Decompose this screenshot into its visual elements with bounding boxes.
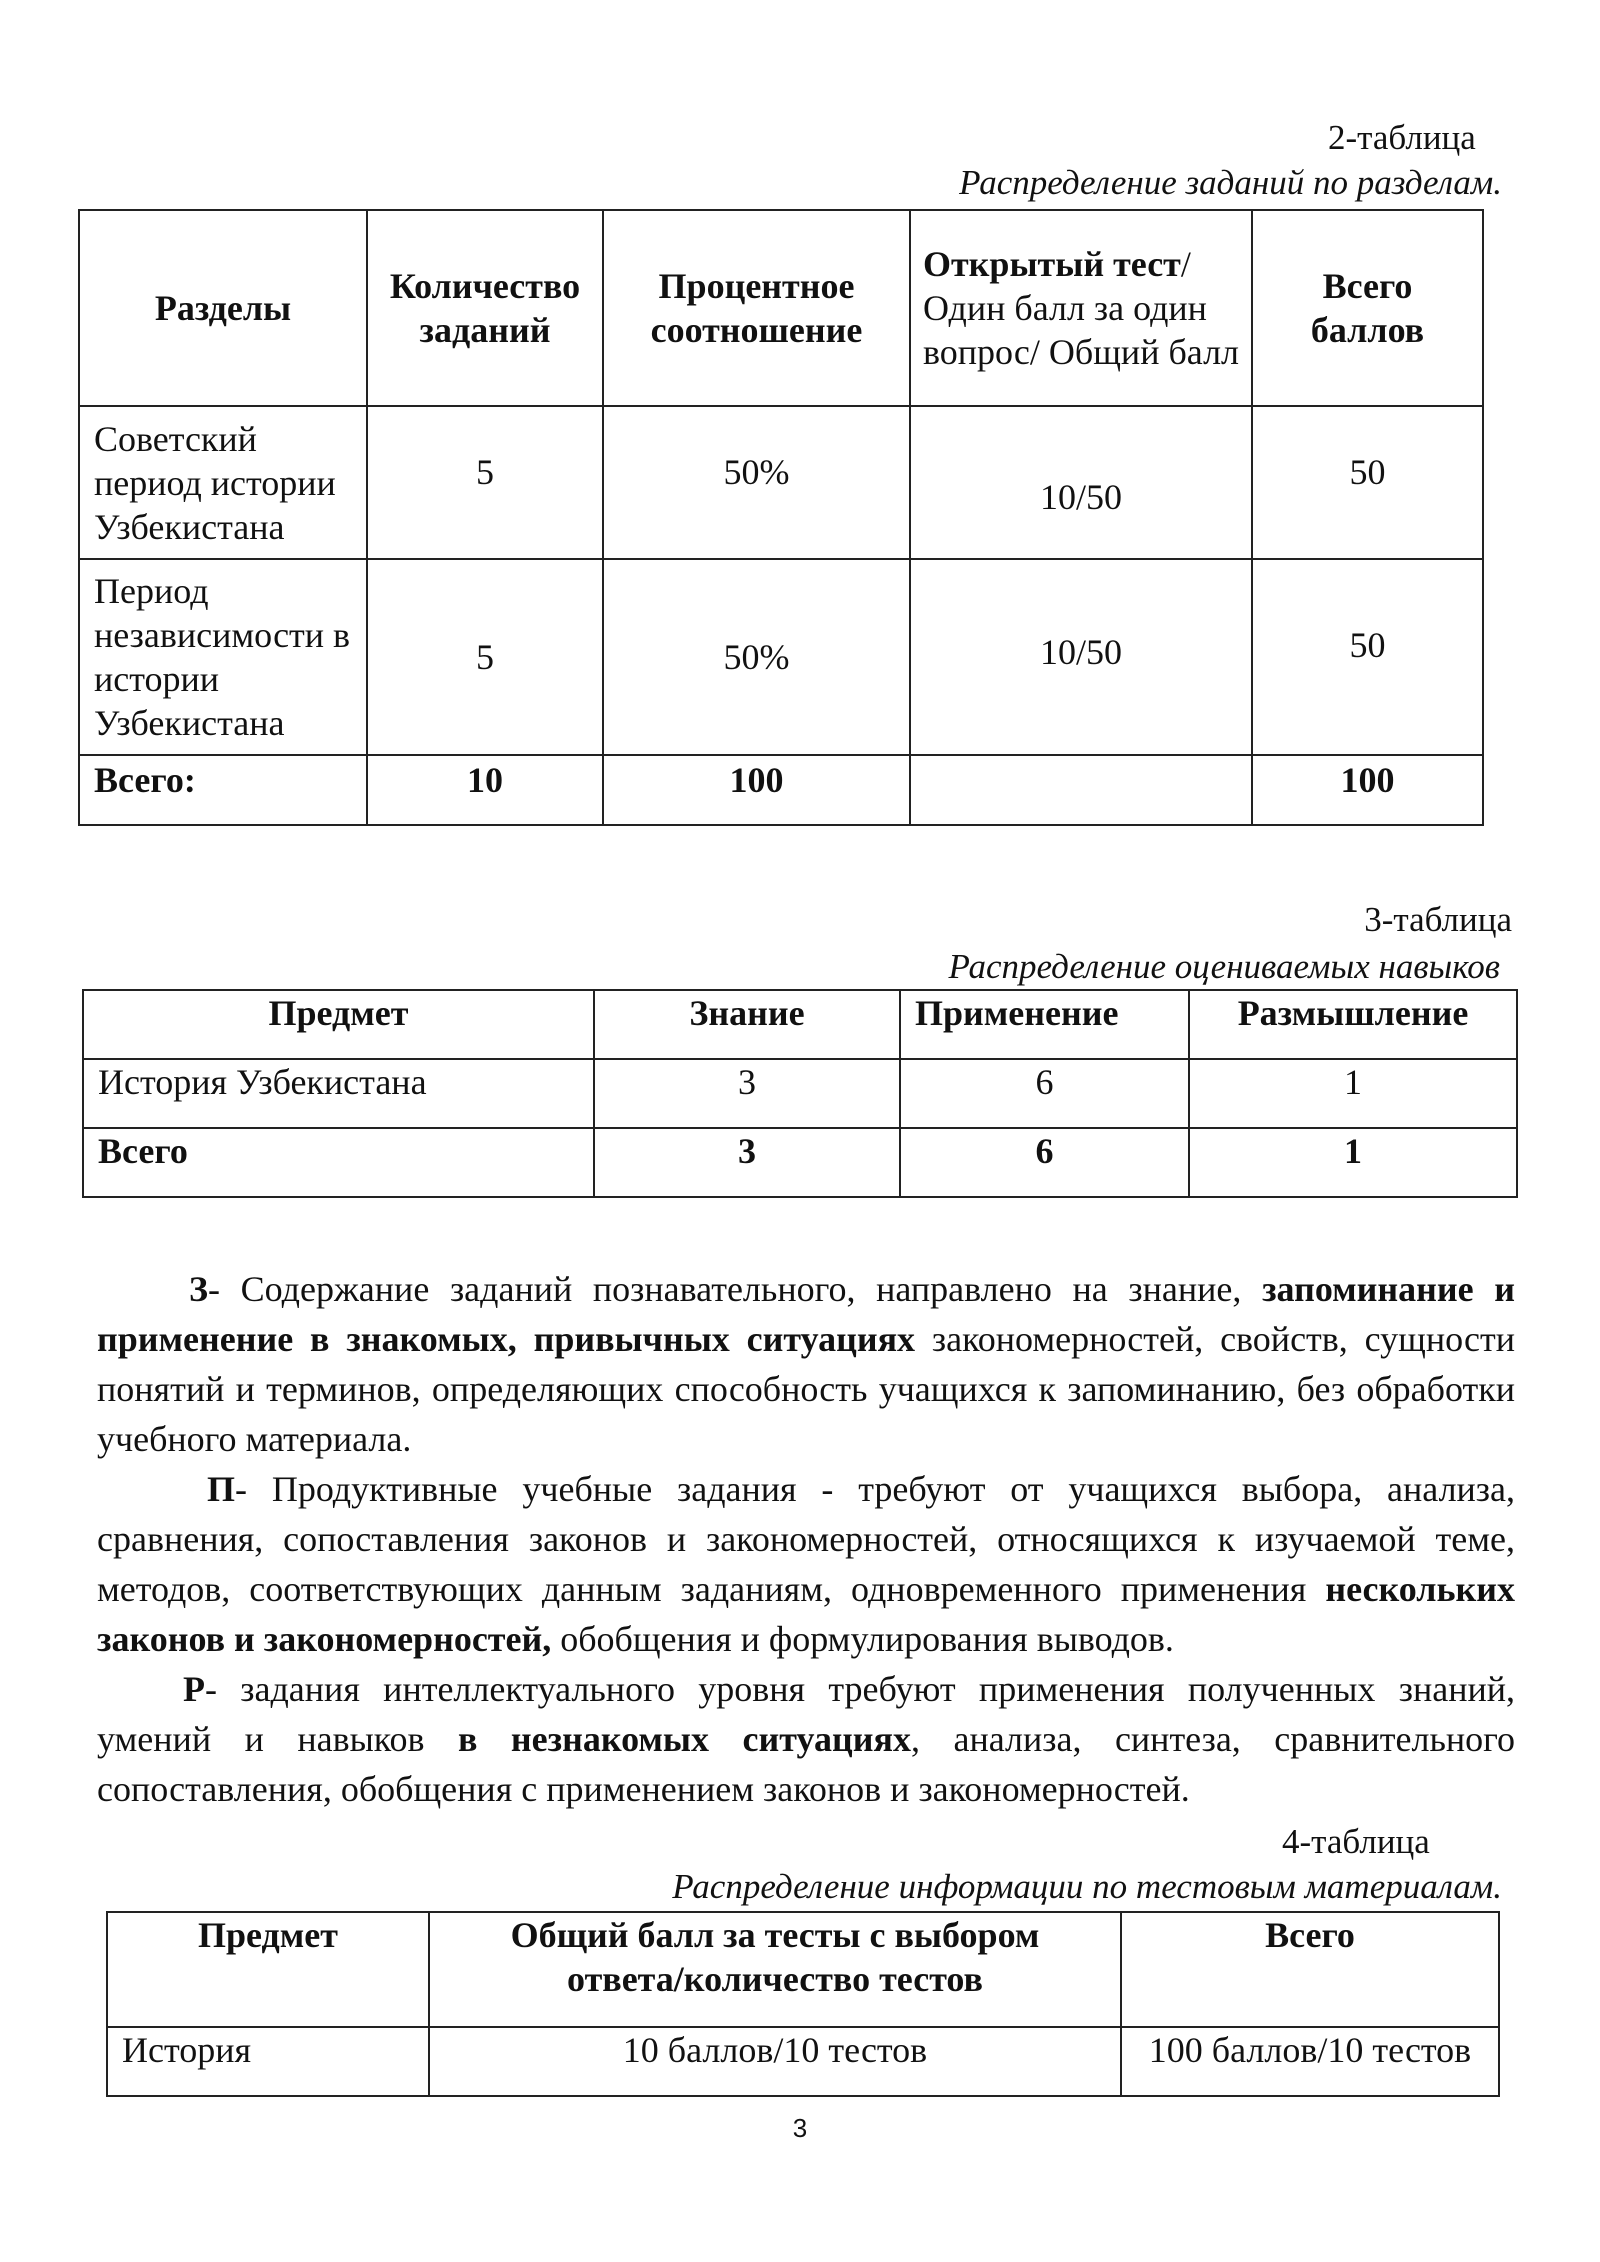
table-row	[79, 406, 1483, 559]
paragraph-p-text2: обобщения и формулирования выводов.	[551, 1619, 1174, 1659]
table2-header-open-rest: /Один балл за один вопрос/ Общий балл	[923, 244, 1240, 372]
table3-totals-reflection: 1	[1189, 1128, 1517, 1197]
table3-header-knowledge: Знание	[594, 990, 900, 1059]
table2-header-percent: Процентное соотношение	[603, 210, 910, 406]
table3-totals-row	[83, 1128, 1517, 1197]
table2-header-open-bold: Открытый тест	[923, 244, 1181, 284]
paragraph-r-bold: в незнакомых ситуациях	[457, 1719, 911, 1759]
table4-row-score: 10 баллов/10 тестов	[429, 2027, 1121, 2096]
table2-row1-section: Советский период истории Узбекистана	[79, 406, 367, 559]
table3-caption: Распределение оцениваемых навыков	[948, 947, 1500, 986]
table2-header-total: Всего баллов	[1252, 210, 1483, 406]
table2-totals-percent: 100	[603, 755, 910, 825]
table2-totals-label: Всего:	[79, 755, 367, 825]
table2-row2-open: 10/50	[910, 559, 1252, 755]
table2-row1-count: 5	[367, 406, 603, 559]
table3-number: 3-таблица	[1364, 900, 1512, 939]
table2-row2-count: 5	[367, 559, 603, 755]
table2-number: 2-таблица	[1328, 118, 1476, 157]
paragraph-r-text2: , анализа, синтеза, сравнительного сопоставления, обобщения с применением законов и закономерностей.	[97, 1719, 1516, 1809]
paragraph-p	[97, 1464, 1515, 1664]
table2-totals-count: 10	[367, 755, 603, 825]
table2	[78, 209, 1484, 826]
table3-header-subject: Предмет	[83, 990, 594, 1059]
table3-row-subject: История Узбекистана	[83, 1059, 594, 1128]
table3	[82, 989, 1518, 1198]
table3-totals-application: 6	[900, 1128, 1189, 1197]
paragraph-r-text1: - задания интеллектуального уровня требуют применения полученных знаний, умений и навыков	[97, 1669, 1515, 1759]
table4-header-subject: Предмет	[107, 1912, 429, 2027]
paragraph-z-text2: закономерностей, свойств, сущности понятий и терминов, определяющих способность учащихся к запоминанию, без обработки учебного материала.	[97, 1319, 1515, 1459]
table4-header-row	[107, 1912, 1499, 2027]
table4-number: 4-таблица	[1282, 1822, 1430, 1861]
table2-row1-open: 10/50	[910, 406, 1252, 559]
table3-totals-knowledge: 3	[594, 1128, 900, 1197]
table4-row-total: 100 баллов/10 тестов	[1121, 2027, 1499, 2096]
table2-totals-open	[910, 755, 1252, 825]
table2-totals-row	[79, 755, 1483, 825]
table4-header-total: Всего	[1121, 1912, 1499, 2027]
table3-header-application: Применение	[900, 990, 1189, 1059]
table2-header-count: Количество заданий	[367, 210, 603, 406]
table-row	[83, 1059, 1517, 1128]
paragraph-z	[97, 1264, 1515, 1464]
table4-header-score: Общий балл за тесты с выбором ответа/количество тестов	[429, 1912, 1121, 2027]
paragraph-p-lead: П	[207, 1469, 236, 1509]
table3-row-reflection: 1	[1189, 1059, 1517, 1128]
table2-caption: Распределение заданий по разделам.	[959, 163, 1502, 202]
table2-header-row	[79, 210, 1483, 406]
page-number: 3	[792, 2113, 808, 2143]
table3-row-knowledge: 3	[594, 1059, 900, 1128]
table-row	[79, 559, 1483, 755]
table4-row-subject: История	[107, 2027, 429, 2096]
table2-row2-percent: 50%	[603, 559, 910, 755]
table2-row1-total: 50	[1252, 406, 1483, 559]
paragraph-r	[97, 1664, 1515, 1814]
table2-row1-percent: 50%	[603, 406, 910, 559]
paragraph-z-lead: З	[189, 1269, 209, 1309]
paragraph-p-bold: нескольких законов и закономерностей,	[97, 1569, 1515, 1659]
table4-caption: Распределение информации по тестовым материалам.	[672, 1867, 1502, 1906]
table3-header-row	[83, 990, 1517, 1059]
paragraph-z-text1: - Содержание заданий познавательного, направлено на знание,	[208, 1269, 1263, 1309]
table3-header-reflection: Размышление	[1189, 990, 1517, 1059]
table3-totals-label: Всего	[83, 1128, 594, 1197]
table3-row-application: 6	[900, 1059, 1189, 1128]
table2-totals-total: 100	[1252, 755, 1483, 825]
table2-header-sections: Разделы	[79, 210, 367, 406]
paragraph-z-bold: запоминание и применение в знакомых, привычных ситуациях	[97, 1269, 1516, 1359]
table2-header-open	[910, 210, 1252, 406]
table2-row2-total: 50	[1252, 559, 1483, 755]
table4	[106, 1911, 1500, 2097]
paragraph-r-lead: Р	[183, 1669, 205, 1709]
table-row	[107, 2027, 1499, 2096]
table2-row2-section: Период независимости в истории Узбекистана	[79, 559, 367, 755]
paragraph-p-text1: - Продуктивные учебные задания - требуют от учащихся выбора, анализа, сравнения, сопоставления законов и закономерностей, относящихся к изучаемой теме, методов, соответствующих данным заданиям, одновременного применения	[97, 1469, 1515, 1609]
